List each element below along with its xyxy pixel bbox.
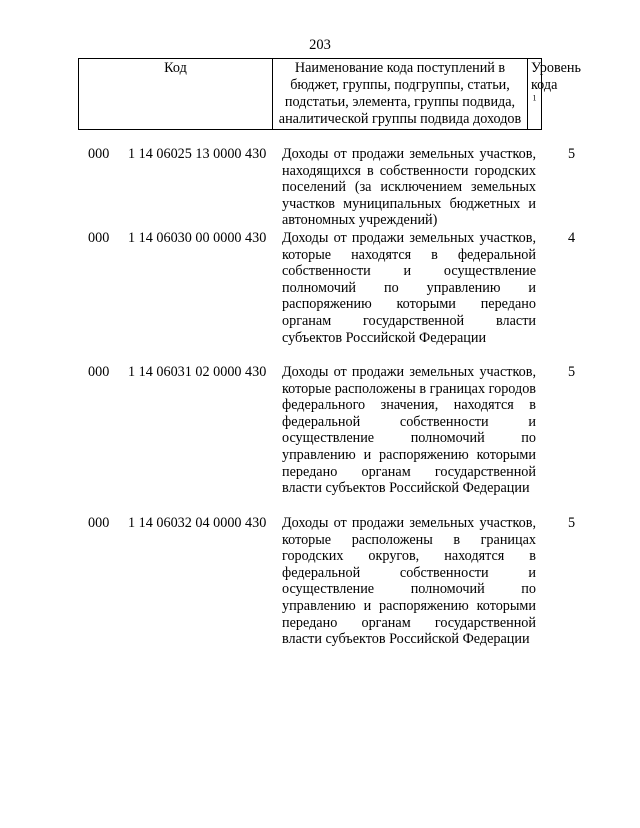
header-level-cell [528,59,581,130]
row-level: 5 [568,515,576,531]
header-level-label: Уровень кода [531,60,581,93]
row-prefix: 000 [88,515,110,531]
table-header [78,58,581,130]
row-code: 1 14 06025 13 0000 430 [128,146,267,162]
row-level: 5 [568,364,576,380]
row-prefix: 000 [88,146,110,162]
row-name: Доходы от продажи земельных участков, находящихся в собственности городских поселений (за исключением земельных участков муниципальных бюджетных и автономных учреждений) [282,146,536,229]
header-name-label: Наименование кода поступлений в бюджет, группы, подгруппы, статьи, подстатьи, элемента, группы подвида, аналитической группы подвида доходов [278,60,522,127]
header-name-cell [273,59,528,130]
row-code: 1 14 06031 02 0000 430 [128,364,267,380]
row-name: Доходы от продажи земельных участков, которые расположены в границах городских округов, находятся в федеральной собственности и осуществление полномочий по управлению и распоряжению которыми передано органам государственной власти субъектов Российской Федерации [282,515,536,648]
header-level-footnote: 1 [532,93,537,103]
row-code: 1 14 06032 04 0000 430 [128,515,267,531]
row-name: Доходы от продажи земельных участков, которые расположены в границах городов федерального значения, находятся в федеральной собственности и осуществление полномочий по управлению и распоряжению которыми передано органам государственной власти субъектов Российской Федерации [282,364,536,497]
row-level: 5 [568,146,576,162]
row-name: Доходы от продажи земельных участков, которые находятся в федеральной собственности и осуществление полномочий по управлению и распоряжению которыми передано органам государственной власти субъектов Российской Федерации [282,230,536,346]
row-prefix: 000 [88,230,110,246]
row-level: 4 [568,230,576,246]
header-code-cell [79,59,273,130]
page-number: 203 [309,37,331,53]
header-code-label: Код [164,60,187,76]
row-prefix: 000 [88,364,110,380]
row-code: 1 14 06030 00 0000 430 [128,230,267,246]
